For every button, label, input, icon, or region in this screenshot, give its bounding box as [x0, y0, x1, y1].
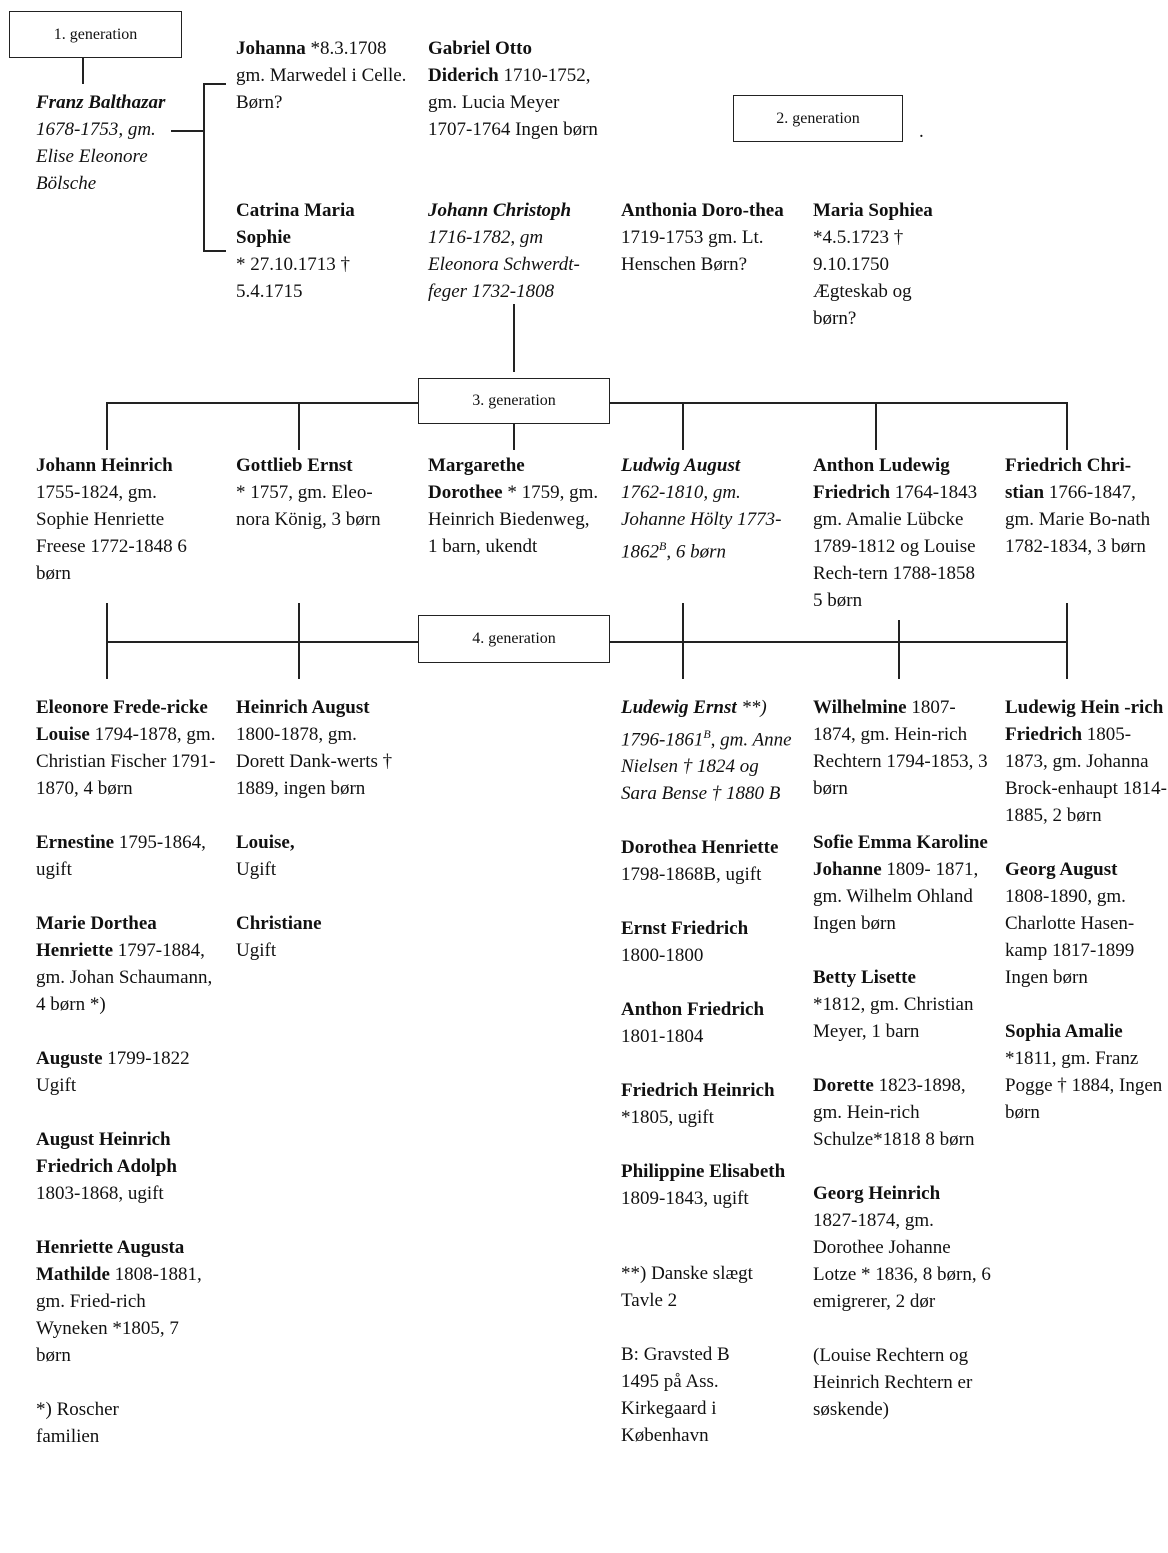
- person-details: 1827-1874, gm. Dorothee Johanne Lotze * 1836, 8 børn, 6 emigrerer, 2 dør: [813, 1210, 991, 1312]
- stray-dot: .: [919, 121, 924, 142]
- list-item: [36, 829, 216, 883]
- grave-marker: B: [703, 727, 711, 741]
- gen4-up-6: [1066, 603, 1068, 679]
- person-details: 1762-1810, gm. Johanne Hölty 1773-1862: [621, 482, 782, 563]
- list-item: [621, 915, 796, 969]
- list-item: [36, 1234, 216, 1369]
- person-details: 1710-1752, gm. Lucia Meyer 1707-1764 Ingen børn: [428, 65, 598, 140]
- gen4-up-4: [682, 603, 684, 679]
- person-details: Ugift: [236, 859, 277, 880]
- person-name: Margarethe Dorothee: [428, 455, 525, 503]
- person-name: Ludewig Ernst: [621, 697, 737, 718]
- person-details: * 1759, gm. Heinrich Biedenweg, 1 barn, ukendt: [428, 482, 599, 557]
- person-name: Marie Dorthea Henriette: [36, 913, 157, 961]
- rechtern-footnote: (Louise Rechtern og Heinrich Rechtern er søskende): [813, 1345, 973, 1420]
- list-item: [36, 1045, 216, 1099]
- johann-christoph-entry: [428, 197, 600, 305]
- person-name: Johann Christoph: [428, 200, 572, 221]
- gen4-column-2: [236, 694, 406, 964]
- maria-sophiea-entry: [813, 197, 953, 332]
- generation-4-box: 4. generation: [418, 615, 610, 663]
- anthon-ludewig-entry: [813, 452, 988, 614]
- list-item: [1005, 856, 1167, 991]
- person-name: Sofie Emma Karoline Johanne: [813, 832, 988, 880]
- person-details: * 27.10.1713 † 5.4.1715: [236, 254, 350, 302]
- gen1-bracket-bottom: [203, 250, 226, 252]
- list-item: [621, 1077, 796, 1131]
- person-name: Georg Heinrich: [813, 1183, 941, 1204]
- person-name: Eleonore Frede-ricke Louise: [36, 697, 208, 745]
- gen3-drop-3: [513, 424, 515, 450]
- person-name: Ernestine: [36, 832, 115, 853]
- person-details: 1807-1874, gm. Hein-rich Rechtern 1794-1853, 3 børn: [813, 697, 988, 799]
- list-item: [813, 1072, 991, 1153]
- person-details: 1719-1753 gm. Lt. Henschen Børn?: [621, 227, 764, 275]
- gen1-bracket-vertical: [203, 83, 205, 251]
- list-item: [36, 1126, 216, 1207]
- person-name: Betty Lisette: [813, 967, 916, 988]
- person-name: August Heinrich Friedrich Adolph: [36, 1129, 177, 1177]
- person-details-tail: , gm. Anne Nielsen † 1824 og Sara Bense † 1880 B: [621, 729, 792, 805]
- list-item: [813, 829, 991, 937]
- list-item: [36, 694, 216, 802]
- person-details-tail: , 6 børn: [666, 541, 726, 563]
- person-details: 1800-1800: [621, 945, 704, 967]
- person-name: Gottlieb Ernst: [236, 455, 353, 476]
- person-details: 1809- 1871, gm. Wilhelm Ohland Ingen børn: [813, 859, 979, 934]
- person-details: 1808-1881, gm. Fried-rich Wyneken *1805, 7 børn: [36, 1264, 202, 1366]
- grave-marker: B: [659, 539, 667, 553]
- gen1-bracket-stub: [171, 130, 204, 132]
- catrina-entry: [236, 197, 376, 305]
- person-details: 1795-1864, ugift: [36, 832, 206, 880]
- person-details: * 1757, gm. Eleo-nora König, 3 børn: [236, 482, 381, 530]
- list-item: [813, 964, 991, 1045]
- list-item: [813, 694, 991, 802]
- person-details: 1803-1868, ugift: [36, 1183, 164, 1204]
- gen4-column-5: [813, 694, 991, 1423]
- list-item: [621, 834, 796, 888]
- gen3-drop-1: [106, 402, 108, 450]
- person-name: Anthon Friedrich: [621, 999, 765, 1021]
- list-item: [236, 910, 406, 964]
- person-name: Ernst Friedrich: [621, 918, 749, 940]
- person-name: Anthon Ludewig Friedrich: [813, 455, 950, 503]
- list-item: [621, 1158, 796, 1212]
- person-details: 1809-1843, ugift: [621, 1188, 749, 1210]
- roscher-footnote: *) Roscher familien: [36, 1399, 119, 1447]
- johann-heinrich-entry: [36, 452, 211, 587]
- person-details: 1716-1782, gm Eleonora Schwerdt-feger 1732-1808: [428, 227, 580, 302]
- anthonia-entry: [621, 197, 789, 278]
- list-item: [1005, 1018, 1167, 1126]
- person-details: *1805, ugift: [621, 1107, 714, 1129]
- ludwig-august-entry: [621, 452, 791, 565]
- danske-slaegt-footnote: **) Danske slægt Tavle 2: [621, 1263, 753, 1312]
- list-item: [813, 1180, 991, 1315]
- person-details: 1823-1898, gm. Hein-rich Schulze*1818 8 børn: [813, 1075, 975, 1150]
- person-details: *1812, gm. Christian Meyer, 1 barn: [813, 994, 974, 1042]
- list-item: [621, 996, 796, 1050]
- list-item: [236, 829, 406, 883]
- gen3-drop-6: [1066, 402, 1068, 450]
- person-details: 1798-1868B, ugift: [621, 864, 762, 886]
- person-name: Louise,: [236, 832, 295, 853]
- person-name: Anthonia Doro-thea: [621, 200, 784, 221]
- gen4-up-1: [106, 603, 108, 679]
- person-name: Wilhelmine: [813, 697, 907, 718]
- gabriel-entry: [428, 35, 600, 143]
- friedrich-christian-entry: [1005, 452, 1167, 560]
- person-name: Catrina Maria Sophie: [236, 200, 355, 248]
- person-name: Heinrich August: [236, 697, 370, 718]
- gen3-drop-4: [682, 402, 684, 450]
- person-name: Georg August: [1005, 859, 1118, 880]
- margarethe-entry: [428, 452, 603, 560]
- gravsted-footnote: B: Gravsted B 1495 på Ass. Kirkegaard i København: [621, 1344, 730, 1447]
- person-details: 1678-1753, gm. Elise Eleonore Bölsche: [36, 119, 156, 194]
- person-name: Auguste: [36, 1048, 103, 1069]
- christoph-stem: [513, 304, 515, 372]
- gen4-column-1: [36, 694, 216, 1450]
- gen1-bracket-top: [203, 83, 226, 85]
- list-item: [1005, 694, 1167, 829]
- person-details: Ugift: [236, 940, 277, 961]
- person-name: Ludwig August: [621, 455, 741, 476]
- person-details: 1766-1847, gm. Marie Bo-nath 1782-1834, 3 børn: [1005, 482, 1151, 557]
- person-details: 1799-1822 Ugift: [36, 1048, 190, 1096]
- person-details: *1811, gm. Franz Pogge † 1884, Ingen børn: [1005, 1048, 1163, 1123]
- person-name: Friedrich Chri-stian: [1005, 455, 1132, 503]
- person-details: 1794-1878, gm. Christian Fischer 1791-1870, 4 børn: [36, 724, 216, 799]
- person-name: Christiane: [236, 913, 322, 934]
- gen4-column-6: [1005, 694, 1167, 1126]
- person-name: Johanna: [236, 38, 306, 59]
- person-details: *8.3.1708 gm. Marwedel i Celle. Børn?: [236, 38, 407, 113]
- gen4-up-2: [298, 603, 300, 679]
- person-name: Dorothea Henriette: [621, 837, 779, 859]
- gen4-column-4: [621, 694, 796, 1449]
- person-details: 1800-1878, gm. Dorett Dank-werts † 1889, ingen børn: [236, 724, 393, 799]
- person-details: 1764-1843 gm. Amalie Lübcke 1789-1812 og Louise Rech-tern 1788-1858 5 børn: [813, 482, 978, 611]
- person-name: Johann Heinrich: [36, 455, 173, 476]
- gen1-box-stem: [82, 58, 84, 84]
- person-name: Henriette Augusta Mathilde: [36, 1237, 185, 1285]
- generation-3-box: 3. generation: [418, 378, 610, 424]
- person-name: Maria Sophiea: [813, 200, 933, 221]
- person-name: Sophia Amalie: [1005, 1021, 1123, 1042]
- list-item: [621, 694, 796, 807]
- generation-1-box: 1. generation: [9, 11, 182, 58]
- franz-balthazar-entry: [36, 89, 171, 197]
- person-details: 1755-1824, gm. Sophie Henriette Freese 1772-1848 6 børn: [36, 482, 187, 584]
- person-details: 1797-1884, gm. Johan Schaumann, 4 børn *): [36, 940, 213, 1015]
- person-details: *4.5.1723 † 9.10.1750 Ægteskab og børn?: [813, 227, 912, 329]
- person-name: Philippine Elisabeth: [621, 1161, 786, 1183]
- person-name: Gabriel Otto Diderich: [428, 38, 532, 86]
- gen3-drop-5: [875, 402, 877, 450]
- list-item: [236, 694, 406, 802]
- person-details: 1808-1890, gm. Charlotte Hasen-kamp 1817-1899 Ingen børn: [1005, 886, 1135, 988]
- gen3-drop-2: [298, 402, 300, 450]
- person-details: 1805-1873, gm. Johanna Brock-enhaupt 1814-1885, 2 børn: [1005, 724, 1167, 826]
- johanna-entry: [236, 35, 416, 116]
- list-item: [36, 910, 216, 1018]
- person-details: **) 1796-1861: [621, 697, 767, 751]
- person-details: 1801-1804: [621, 1026, 704, 1048]
- person-name: Franz Balthazar: [36, 92, 166, 113]
- generation-2-box: 2. generation: [733, 95, 903, 142]
- person-name: Friedrich Heinrich: [621, 1080, 775, 1102]
- gottlieb-entry: [236, 452, 406, 533]
- person-name: Dorette: [813, 1075, 874, 1096]
- gen4-up-5: [898, 620, 900, 679]
- person-name: Ludewig Hein -rich Friedrich: [1005, 697, 1164, 745]
